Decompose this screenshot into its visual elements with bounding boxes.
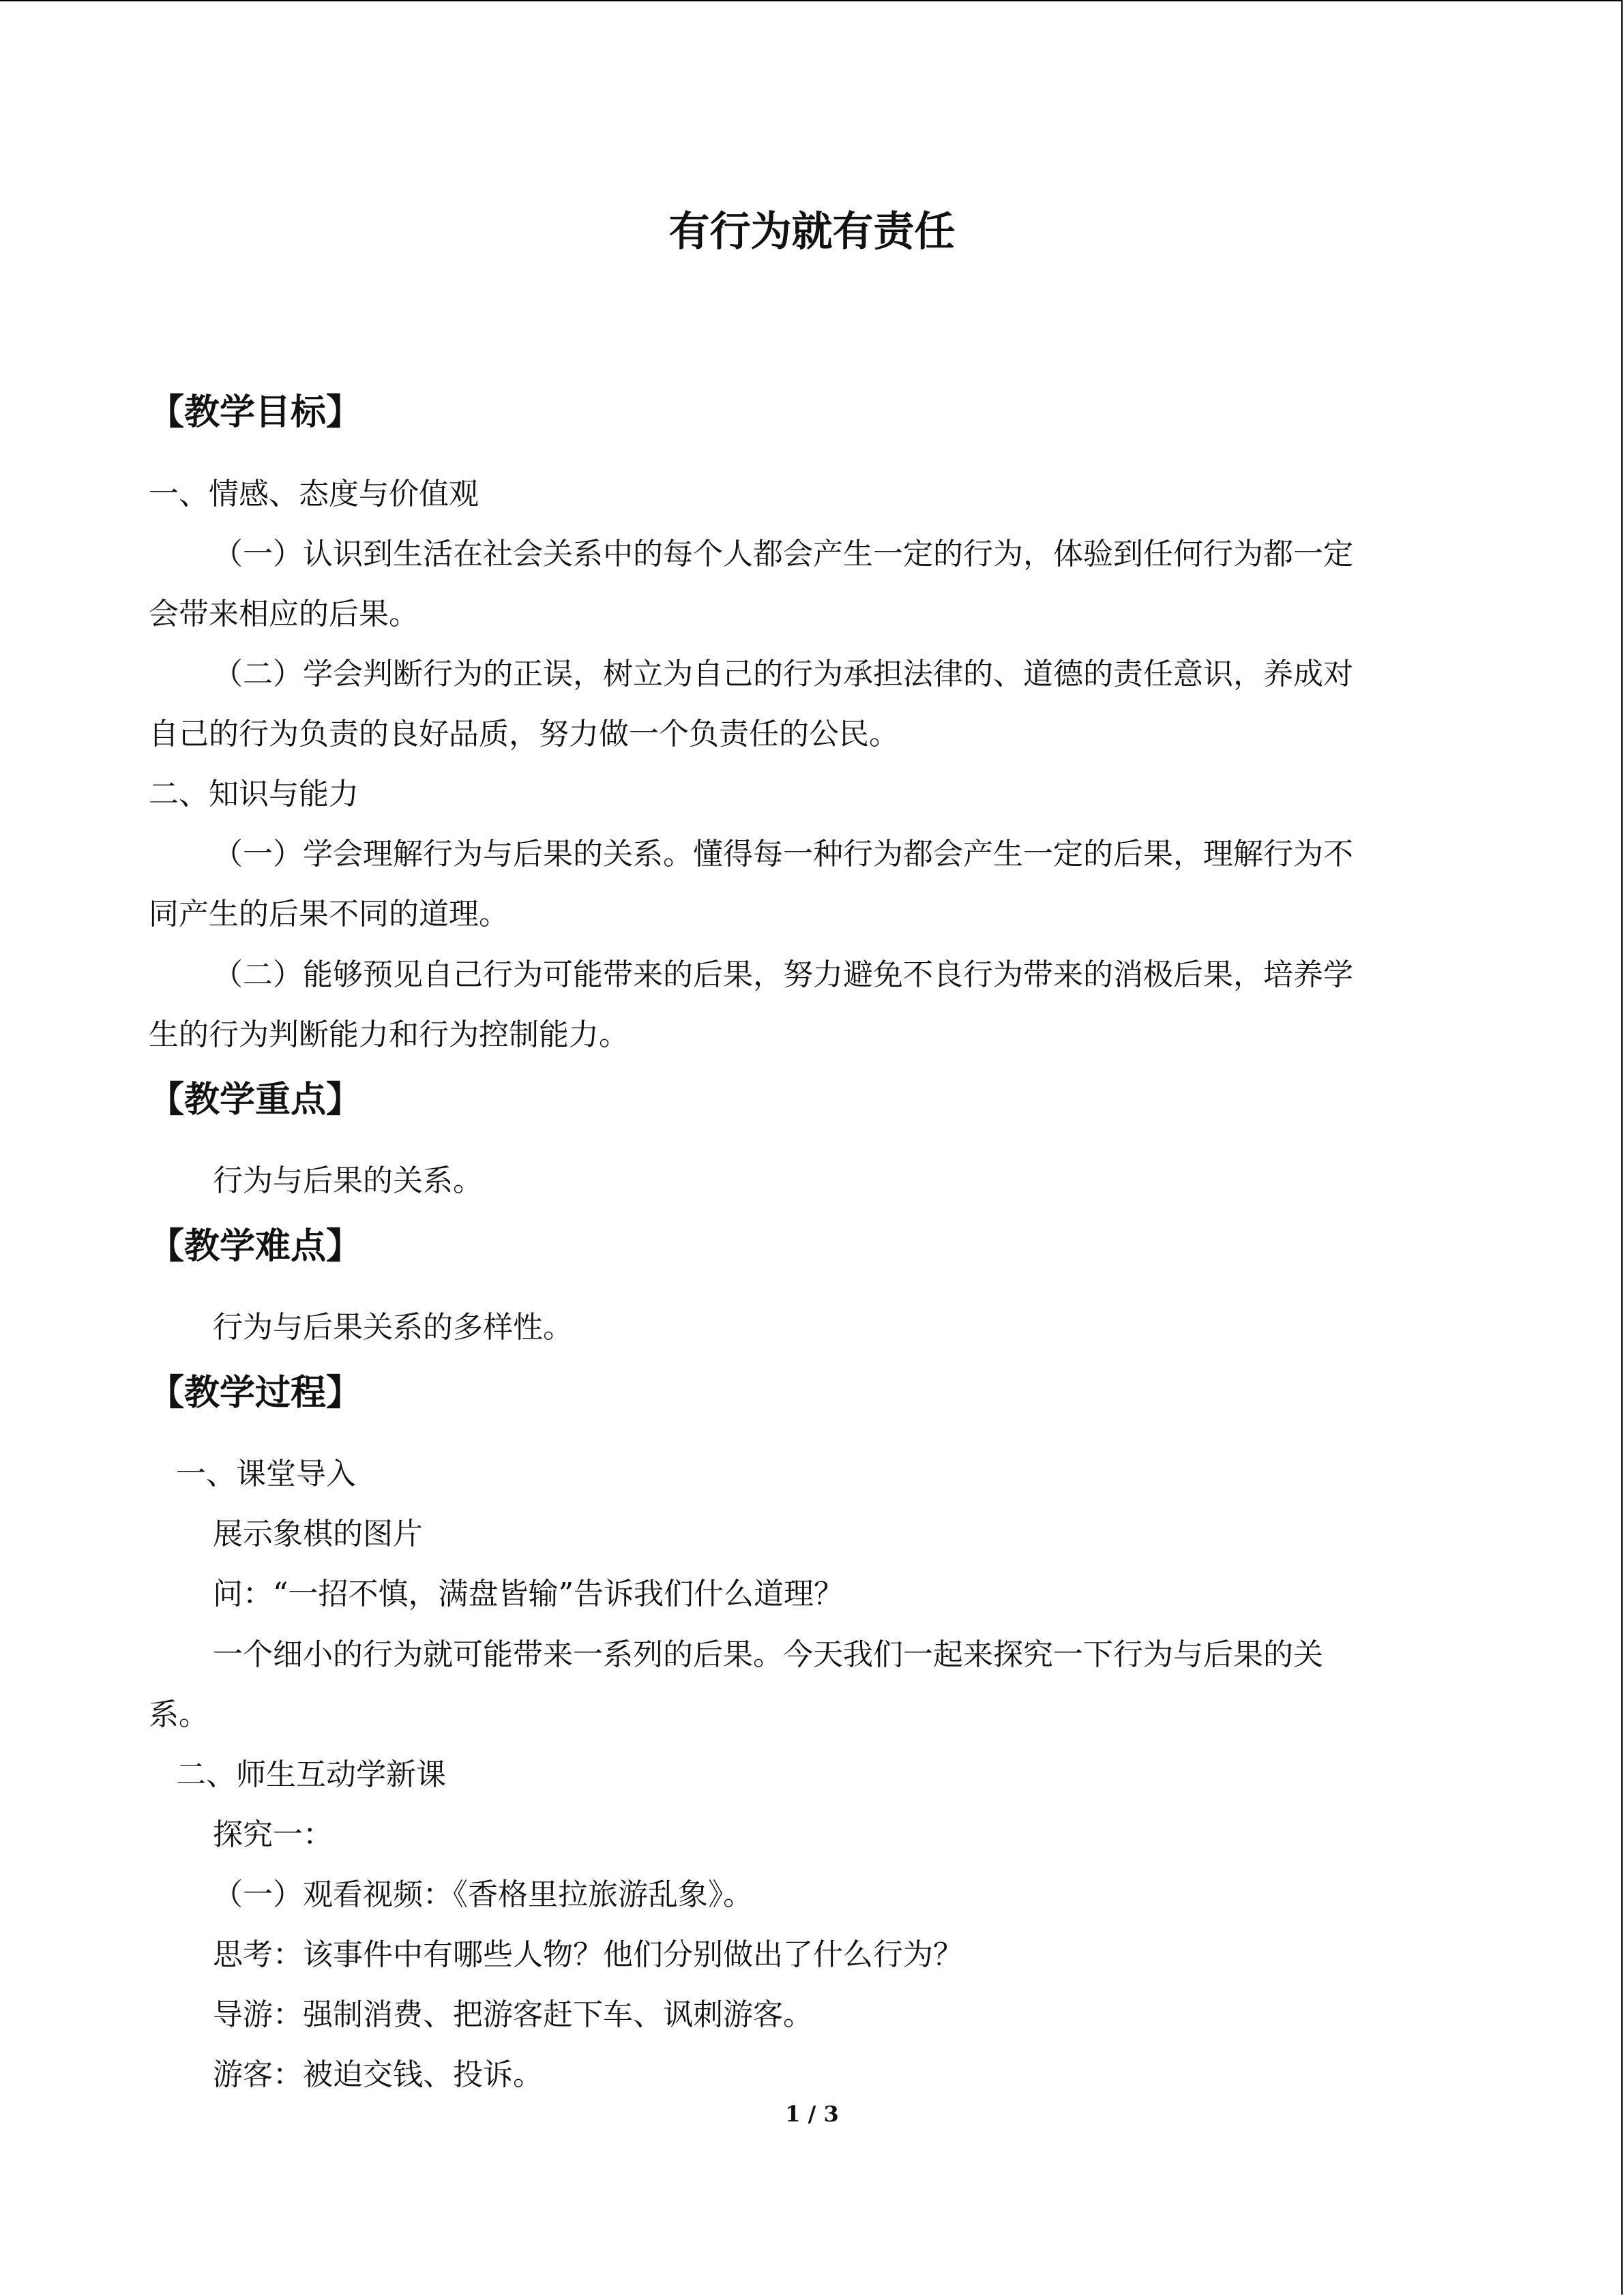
goals-part1-label: 一、情感、态度与价值观 — [149, 477, 479, 511]
process-step1-line1: 展示象棋的图片 — [213, 1517, 423, 1551]
goals-part1-item2-line2: 自己的行为负责的良好品质，努力做一个负责任的公民。 — [149, 717, 899, 751]
process-think: 思考：该事件中有哪些人物？他们分别做出了什么行为？ — [213, 1937, 963, 1972]
goals-part2-item1-line1: （一）学会理解行为与后果的关系。懂得每一种行为都会产生一定的后果，理解行为不 — [213, 837, 1353, 871]
process-tourist: 游客：被迫交钱、投诉。 — [213, 2057, 543, 2092]
page-number: 1 / 3 — [785, 2101, 839, 2127]
goals-part2-item2-line1: （二）能够预见自己行为可能带来的后果，努力避免不良行为带来的消极后果，培养学 — [213, 957, 1353, 992]
process-video: （一）观看视频：《香格里拉旅游乱象》。 — [213, 1877, 753, 1912]
goals-part1-item2-line1: （二）学会判断行为的正误，树立为自己的行为承担法律的、道德的责任意识，养成对 — [213, 657, 1353, 691]
process-step1-line3a: 一个细小的行为就可能带来一系列的后果。今天我们一起来探究一下行为与后果的关 — [213, 1637, 1323, 1672]
goals-part1-item1-line2: 会带来相应的后果。 — [149, 597, 419, 631]
process-step1-line3b: 系。 — [149, 1697, 209, 1732]
heading-key-point: 【教学重点】 — [149, 1079, 362, 1120]
process-guide: 导游：强制消费、把游客赶下车、讽刺游客。 — [213, 1997, 813, 2032]
process-step1-line2: 问：“一招不慎，满盘皆输”告诉我们什么道理？ — [213, 1577, 844, 1611]
difficulty-text: 行为与后果关系的多样性。 — [213, 1310, 573, 1345]
process-step1-label: 一、课堂导入 — [176, 1457, 356, 1491]
heading-difficulty: 【教学难点】 — [149, 1226, 362, 1267]
heading-teaching-process: 【教学过程】 — [149, 1373, 362, 1414]
goals-part2-item2-line2: 生的行为判断能力和行为控制能力。 — [149, 1017, 629, 1052]
process-explore1: 探究一： — [213, 1817, 333, 1852]
goals-part2-item1-line2: 同产生的后果不同的道理。 — [149, 897, 509, 931]
document-title: 有行为就有责任 — [668, 208, 956, 256]
goals-part2-label: 二、知识与能力 — [149, 777, 359, 811]
goals-part1-item1-line1: （一）认识到生活在社会关系中的每个人都会产生一定的行为，体验到任何行为都一定 — [213, 537, 1353, 571]
heading-teaching-goals: 【教学目标】 — [149, 392, 362, 433]
key-point-text: 行为与后果的关系。 — [213, 1163, 483, 1198]
process-step2-label: 二、师生互动学新课 — [176, 1757, 446, 1792]
